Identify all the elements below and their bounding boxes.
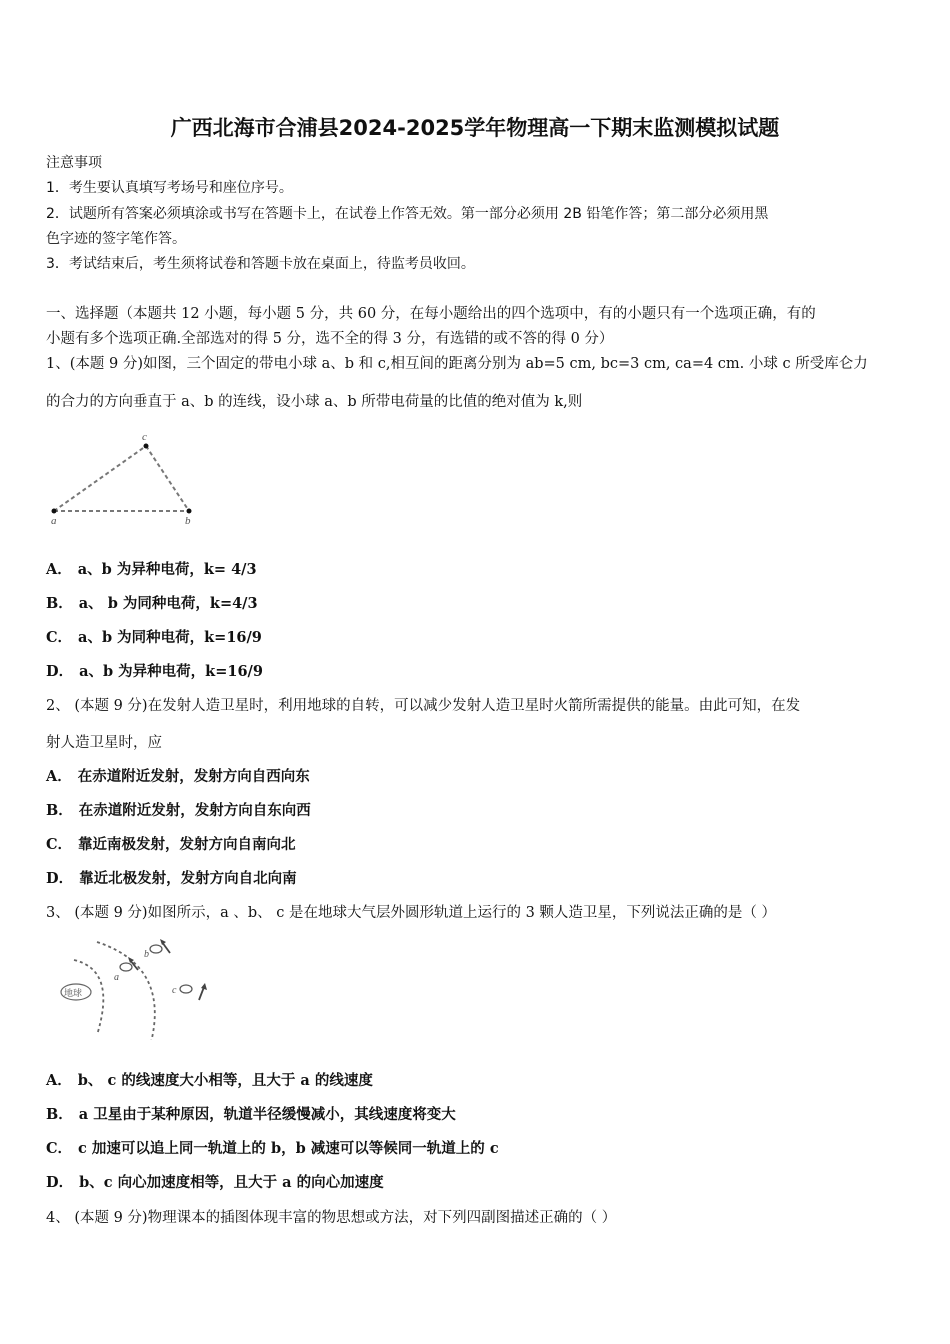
question-1-option-d: D． a、b 为异种电荷，k=16/9 — [46, 663, 263, 680]
question-2-option-b: B． 在赤道附近发射，发射方向自东向西 — [46, 802, 311, 819]
notice-item-2: 2．试题所有答案必须填涂或书写在答题卡上，在试卷上作答无效。第一部分必须用 2B 铅笔作答；第二部分必须用黑 — [46, 206, 769, 222]
notice-heading: 注意事项 — [46, 155, 102, 171]
triangle-charges-figure — [44, 428, 204, 528]
question-4-stem: 4、 (本题 9 分)物理课本的插图体现丰富的物思想或方法，对下列四副图描述正确的（ ） — [46, 1210, 617, 1226]
notice-item-2-cont: 色字迹的签字笔作答。 — [46, 231, 186, 247]
question-2-option-a: A． 在赤道附近发射，发射方向自西向东 — [46, 768, 310, 785]
section-instructions-line2: 小题有多个选项正确.全部选对的得 5 分，选不全的得 3 分，有选错的或不答的得 0 分） — [46, 331, 614, 347]
svg-text:c: c — [142, 431, 147, 443]
question-1-option-a: A． a、b 为异种电荷，k= 4/3 — [46, 561, 257, 578]
notice-item-1: 1．考生要认真填写考场号和座位序号。 — [46, 180, 293, 196]
question-3-option-a: A． b、 c 的线速度大小相等，且大于 a 的线速度 — [46, 1072, 373, 1089]
svg-text:b: b — [144, 949, 149, 960]
question-3-option-d: D． b、c 向心加速度相等，且大于 a 的向心加速度 — [46, 1174, 384, 1191]
question-1-stem-line1: 1、(本题 9 分)如图，三个固定的带电小球 a、b 和 c,相互间的距离分别为 ab=5 cm, bc=3 cm, ca=4 cm. 小球 c 所受库仑力 — [46, 356, 868, 372]
svg-text:a: a — [51, 515, 57, 527]
svg-text:b: b — [185, 515, 191, 527]
question-2-option-c: C． 靠近南极发射，发射方向自南向北 — [46, 836, 296, 853]
notice-item-3: 3．考试结束后，考生须将试卷和答题卡放在桌面上，待监考员收回。 — [46, 256, 475, 272]
question-2-option-d: D． 靠近北极发射，发射方向自北向南 — [46, 870, 297, 887]
question-1-option-c: C． a、b 为同种电荷，k=16/9 — [46, 629, 262, 646]
svg-text:地球: 地球 — [64, 989, 83, 999]
question-2-stem-line1: 2、 (本题 9 分)在发射人造卫星时，利用地球的自转，可以减少发射人造卫星时火箭所需提供的能量。由此可知，在发 — [46, 698, 801, 714]
svg-text:a: a — [114, 972, 119, 983]
question-3-option-c: C． c 加速可以追上同一轨道上的 b，b 减速可以等候同一轨道上的 c — [46, 1140, 499, 1157]
question-3-stem: 3、 (本题 9 分)如图所示，a 、b、 c 是在地球大气层外圆形轨道上运行的 3 颗人造卫星，下列说法正确的是（ ） — [46, 905, 777, 921]
question-1-option-b: B． a、 b 为同种电荷，k=4/3 — [46, 595, 258, 612]
question-1-stem-line2: 的合力的方向垂直于 a、b 的连线，设小球 a、b 所带电荷量的比值的绝对值为 k,则 — [46, 394, 583, 410]
question-2-stem-line2: 射人造卫星时，应 — [46, 735, 162, 751]
svg-text:c: c — [172, 985, 177, 996]
section-instructions-line1: 一、选择题（本题共 12 小题，每小题 5 分，共 60 分，在每小题给出的四个选项中，有的小题只有一个选项正确，有的 — [46, 306, 816, 322]
question-3-option-b: B． a 卫星由于某种原因，轨道半径缓慢减小，其线速度将变大 — [46, 1106, 456, 1123]
page-title: 广西北海市合浦县2024-2025学年物理高一下期末监测模拟试题 — [170, 116, 780, 140]
satellite-orbits-figure — [52, 930, 222, 1040]
